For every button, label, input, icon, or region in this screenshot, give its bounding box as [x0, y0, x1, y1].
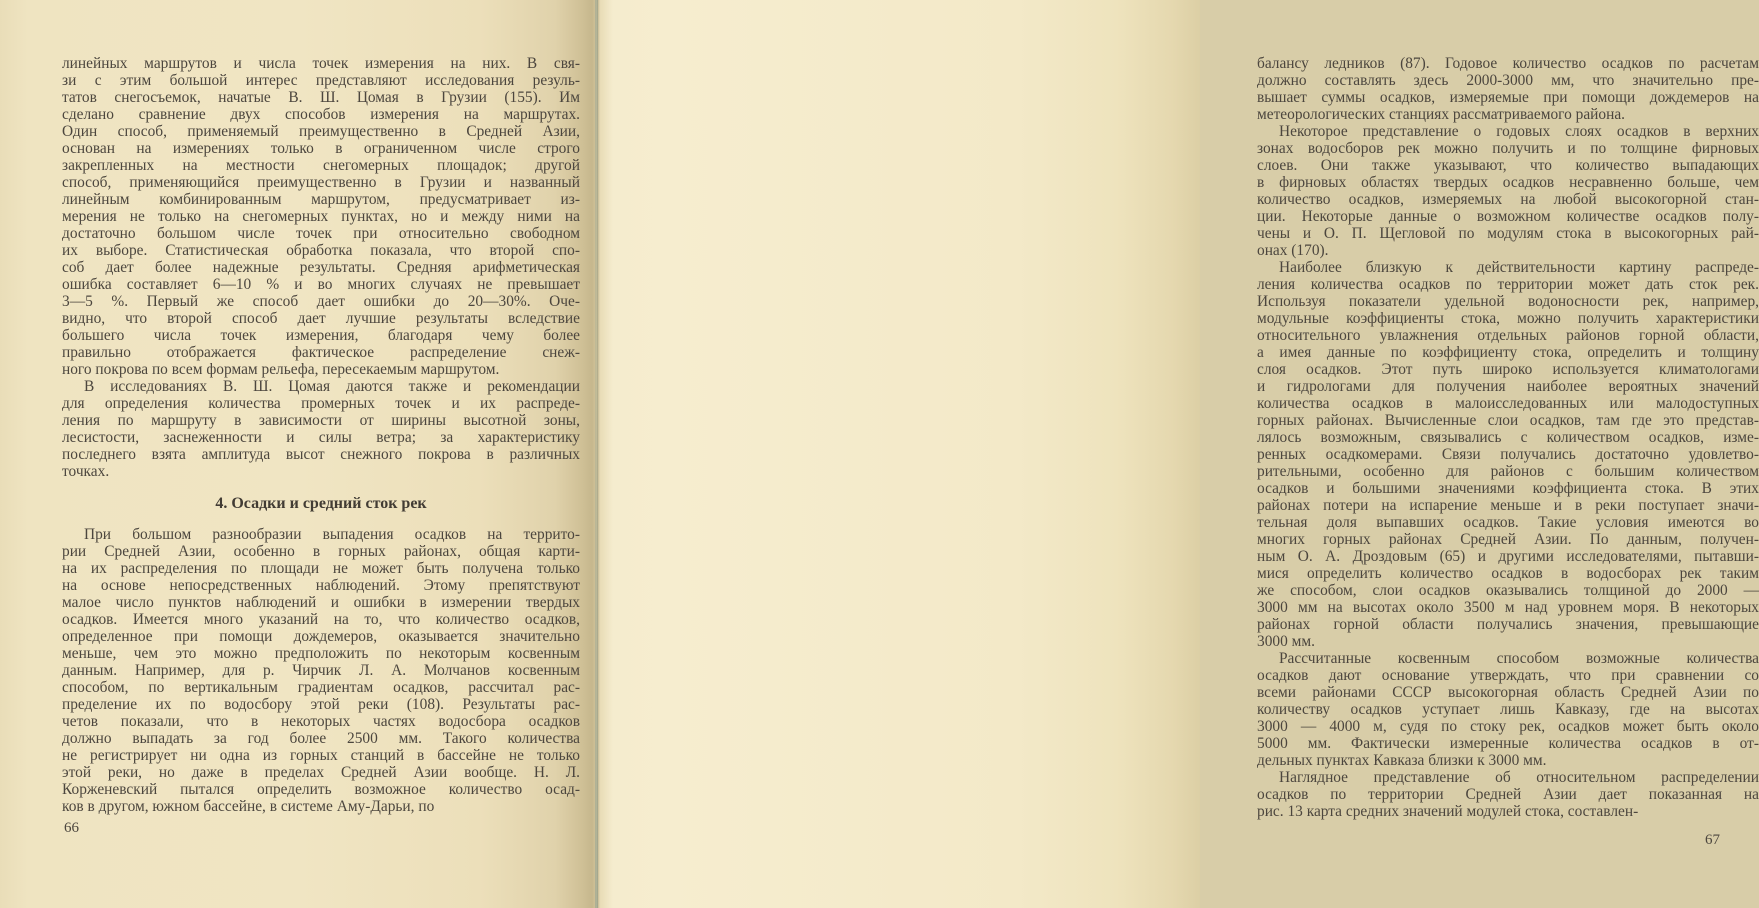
text-line: зи с этим большой интерес представляют исследования резуль-: [62, 72, 580, 89]
text-line: лесистости, заснеженности и силы ветра; за характеристику: [62, 429, 580, 446]
text-line: видно, что второй способ дает лучшие результаты вследствие: [62, 310, 580, 327]
paragraph: [1257, 650, 1759, 820]
text-line: четов показали, что в некоторых частях водосбора осадков: [62, 713, 580, 730]
text-line: Некоторое представление о годовых слоях осадков в верхних: [1279, 123, 1759, 140]
text-line: определенное при помощи дождемеров, оказывается значительно: [62, 628, 580, 645]
text-line: онах (170).: [1257, 242, 1329, 259]
text-line: а имея данные по коэффициенту стока, определить и толщину: [1257, 344, 1759, 361]
text-line: в фирновых областях твердых осадков несравненно больше, чем: [1257, 174, 1759, 191]
page-left: [0, 0, 597, 908]
text-line: рительными, особенно для районов с большим количеством: [1257, 463, 1759, 480]
text-line: модульные коэффициенты стока, можно получить характеристики: [1257, 310, 1759, 327]
text-line: точках.: [62, 463, 110, 480]
text-line: ции. Некоторые данные о возможном количестве осадков полу-: [1257, 208, 1759, 225]
paragraph: [1257, 55, 1759, 123]
text-line: районах потери на испарение меньше и в реки поступает значи-: [1257, 497, 1759, 514]
text-line: количество осадков, измеряемых на любой высокогорной стан-: [1257, 191, 1759, 208]
text-line: Используя показатели удельной водоносности рек, например,: [1257, 293, 1759, 310]
text-line: слоев. Они также указывают, что количество выпадающих: [1257, 157, 1759, 174]
text-line: последнего взята амплитуда высот снежного покрова в различных: [62, 446, 580, 463]
text-line: зонах водосборов рек можно получить и по толщине фирновых: [1257, 140, 1759, 157]
text-line: 3000 мм.: [1257, 633, 1315, 650]
text-line: ошибка составляет 6—10 % и во многих случаях не превышает: [62, 276, 580, 293]
text-line: 5000 мм. Фактически измеренные количества осадков в от-: [1257, 735, 1759, 752]
text-line: для определения количества промерных точек и их распреде-: [62, 395, 580, 412]
text-line: сделано сравнение двух способов измерения на маршрутах.: [62, 106, 580, 123]
text-line: 3000 — 4000 м, судя по стоку рек, осадков может быть около: [1257, 718, 1759, 735]
text-line: относительного увлажнения отдельных районов горной области,: [1257, 327, 1759, 344]
page-left-text-column: [62, 55, 580, 815]
text-line: мися определить количество осадков в водосборах рек таким: [1257, 565, 1759, 582]
text-line: Корженевский пытался определить возможное количество осад-: [62, 781, 580, 798]
text-line: метеорологических станциях рассматриваемого района.: [1257, 106, 1625, 123]
text-line: линейным комбинированным маршрутом, предусматривает из-: [62, 191, 580, 208]
text-line: большего числа точек измерения, благодаря чему более: [62, 327, 580, 344]
text-line: основан на измерениях только в ограниченном числе строго: [62, 140, 580, 157]
text-line: должно выпадать за год более 2500 мм. Такого количества: [62, 730, 580, 747]
paragraph: [1257, 259, 1759, 650]
text-line: и гидрологами для получения наиболее вероятных значений: [1257, 378, 1759, 395]
text-line: Рассчитанные косвенным способом возможные количества: [1279, 650, 1759, 667]
text-line: вышает суммы осадков, измеряемые при помощи дождемеров на: [1257, 89, 1759, 106]
text-line: на их распределения по площади не может быть получена только: [62, 560, 580, 577]
text-line: Наиболее близкую к действительности картину распреде-: [1279, 259, 1759, 276]
page-right-text-column: [1257, 55, 1759, 820]
section-heading: 4. Осадки и средний сток рек: [215, 495, 427, 512]
paragraph: [62, 55, 580, 378]
text-line: рии Средней Азии, особенно в горных районах, общая карти-: [62, 543, 580, 560]
text-line: ренных осадкомерами. Связи получались достаточно удовлетво-: [1257, 446, 1759, 463]
text-line: этой реки, но даже в пределах Средней Азии вообще. Н. Л.: [62, 764, 580, 781]
text-line: малое число пунктов наблюдений и ошибки в измерении твердых: [62, 594, 580, 611]
text-line: их выборе. Статистическая обработка показала, что второй спо-: [62, 242, 580, 259]
text-line: меньше, чем это можно предположить по некоторым косвенным: [62, 645, 580, 662]
text-line: линейных маршрутов и числа точек измерения на них. В свя-: [62, 55, 580, 72]
text-line: количества осадков в малоисследованных или малодоступных: [1257, 395, 1759, 412]
paragraph: [1257, 123, 1759, 259]
page-number-right: 67: [1705, 832, 1720, 848]
text-line: дельных пунктах Кавказа близки к 3000 мм.: [1257, 752, 1547, 769]
text-line: ления количества осадков по территории может дать сток рек.: [1257, 276, 1759, 293]
text-line: данным. Например, для р. Чирчик Л. А. Молчанов косвенным: [62, 662, 580, 679]
text-line: чены и О. П. Щегловой по модулям стока в высокогорных рай-: [1257, 225, 1759, 242]
text-line: осадков. Имеется много указаний на то, что количество осадков,: [62, 611, 580, 628]
text-line: достаточно большом числе точек при относительно свободном: [62, 225, 580, 242]
text-line: 3—5 %. Первый же способ дает ошибки до 20—30%. Оче-: [62, 293, 580, 310]
text-line: ного покрова по всем формам рельефа, пересекаемым маршрутом.: [62, 361, 500, 378]
text-line: тельная доля выпавших осадков. Такие условия имеются во: [1257, 514, 1759, 531]
text-line: мерения не только на снегомерных пунктах, но и между ними на: [62, 208, 580, 225]
paragraph: [62, 378, 580, 480]
text-line: осадков дают основание утверждать, что при сравнении со: [1257, 667, 1759, 684]
text-line: рис. 13 карта средних значений модулей стока, составлен-: [1257, 803, 1639, 820]
text-line: способом, по вертикальным градиентам осадков, рассчитал рас-: [62, 679, 580, 696]
page-number-left: 66: [64, 820, 79, 836]
text-line: В исследованиях В. Ш. Цомая даются также и рекомендации: [84, 378, 580, 395]
text-line: ления по маршруту в зависимости от ширины высотной зоны,: [62, 412, 580, 429]
text-line: лялось возможным, связывались с количеством осадков, изме-: [1257, 429, 1759, 446]
text-line: способ, применяющийся преимущественно в Грузии и названный: [62, 174, 580, 191]
text-line: Один способ, применяемый преимущественно в Средней Азии,: [62, 123, 580, 140]
text-line: ков в другом, южном бассейне, в системе Аму-Дарьи, по: [62, 798, 435, 815]
text-line: ным О. А. Дроздовым (65) и другими исследователями, пытавши-: [1257, 548, 1759, 565]
text-line: осадков по территории Средней Азии дает показанная на: [1257, 786, 1759, 803]
text-line: 3000 мм на высотах около 3500 м над уровнем моря. В некоторых: [1257, 599, 1759, 616]
text-line: Наглядное представление об относительном распределении: [1279, 769, 1759, 786]
text-line: районах горной области получались значения, превышающие: [1257, 616, 1759, 633]
text-line: же способом, слои осадков оказывались толщиной до 2000 —: [1257, 582, 1759, 599]
text-line: должно составлять здесь 2000-3000 мм, что значительно пре-: [1257, 72, 1759, 89]
text-line: горных районах. Вычисленные слои осадков, там где это представ-: [1257, 412, 1759, 429]
text-line: количеству осадков уступает лишь Кавказу, где на высотах: [1257, 701, 1759, 718]
text-line: не регистрирует ни одна из горных станций в бассейне не только: [62, 747, 580, 764]
text-line: на основе непосредственных наблюдений. Этому препятствуют: [62, 577, 580, 594]
paragraph: [62, 526, 580, 815]
text-line: многих горных районах Средней Азии. По данным, получен-: [1257, 531, 1759, 548]
text-line: балансу ледников (87). Годовое количество осадков по расчетам: [1257, 55, 1759, 72]
page-right: [597, 0, 1759, 908]
text-line: всеми районами СССР высокогорная область Средней Азии по: [1257, 684, 1759, 701]
text-line: пределение их по водосбору этой реки (108). Результаты рас-: [62, 696, 580, 713]
gutter-crease: [595, 0, 598, 908]
text-line: татов снегосъемок, начатые В. Ш. Цомая в Грузии (155). Им: [62, 89, 580, 106]
text-line: закрепленных на местности снегомерных площадок; другой: [62, 157, 580, 174]
text-line: соб дает более надежные результаты. Средняя арифметическая: [62, 259, 580, 276]
text-line: правильно отображается фактическое распределение снеж-: [62, 344, 580, 361]
text-line: При большом разнообразии выпадения осадков на террито-: [84, 526, 580, 543]
text-line: осадков и большими значениями коэффициента стока. В этих: [1257, 480, 1759, 497]
text-line: слоя осадков. Этот путь широко используется климатологами: [1257, 361, 1759, 378]
